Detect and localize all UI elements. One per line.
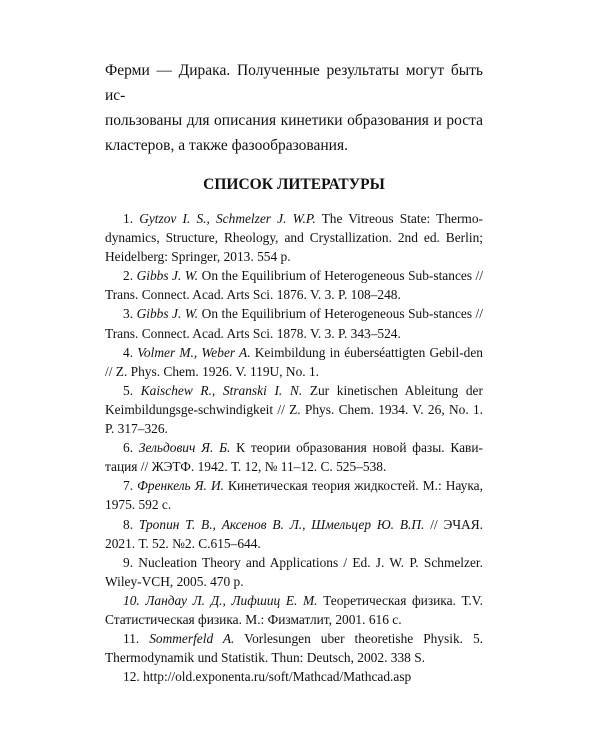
- reference-item: 1. Gytzov I. S., Schmelzer J. W.P. The Vitreous State: Thermo-dynamics, Structure, Rheology, and Crystallization. 2nd ed. Berlin; Heidelberg: Springer, 2013. 554 p.: [105, 211, 483, 265]
- reference-item: 9. Nucleation Theory and Applications / Ed. J. W. P. Schmelzer. Wiley-VCH, 2005. 470 p.: [105, 554, 483, 589]
- reference-item: 5. Kaischew R., Stranski I. N. Zur kinetischen Ableitung der Keimbildungsge-schwindigkeit // Z. Phys. Chem. 1934. V. 26, No. 1. P. 317–326.: [105, 382, 483, 437]
- reference-list: [105, 209, 483, 686]
- reference-item: 8. Тропин Т. В., Аксенов В. Л., Шмельцер Ю. В.П. // ЭЧАЯ. 2021. Т. 52. №2. С.615–644.: [105, 516, 483, 551]
- intro-line: кластеров, а также фазообразования.: [105, 137, 348, 154]
- reference-item: 12. http://old.exponenta.ru/soft/Mathcad/Mathcad.asp: [123, 669, 412, 685]
- reference-item: 11. Sommerfeld A. Vorlesungen uber theoretishe Physik. 5. Thermodynamik und Statistik. Thun: Deutsch, 2002. 338 S.: [105, 631, 484, 666]
- reference-item: 10. Ландау Л. Д., Лифшиц Е. М. Теоретическая физика. Т.V. Статистическая физика. М.: Физматлит, 2001. 616 с.: [105, 592, 483, 627]
- intro-line: пользованы для описания кинетики образования и роста: [105, 112, 483, 129]
- reference-item: 6. Зельдович Я. Б. К теории образования новой фазы. Кави-тация // ЖЭТФ. 1942. Т. 12, № 11–12. С. 525–538.: [105, 440, 483, 475]
- page-content: [105, 58, 484, 685]
- reference-item: 7. Френкель Я. И. Кинетическая теория жидкостей. М.: Наука, 1975. 592 с.: [105, 478, 483, 513]
- reference-item: 2. Gibbs J. W. On the Equilibrium of Heterogeneous Sub-stances // Trans. Connect. Acad. Arts Sci. 1876. V. 3. P. 108–248.: [105, 268, 483, 303]
- bibliography-heading: СПИСОК ЛИТЕРАТУРЫ: [203, 176, 385, 193]
- reference-item: 3. Gibbs J. W. On the Equilibrium of Heterogeneous Sub-stances // Trans. Connect. Acad. Arts Sci. 1878. V. 3. P. 343–524.: [105, 306, 483, 341]
- intro-paragraph: [105, 58, 483, 158]
- reference-item: 4. Volmer M., Weber A. Keimbildung in éuberséattigten Gebil-den // Z. Phys. Chem. 1926. V. 119U, No. 1.: [105, 344, 483, 379]
- intro-line: Ферми — Дирака. Полученные результаты могут быть ис-: [105, 62, 483, 104]
